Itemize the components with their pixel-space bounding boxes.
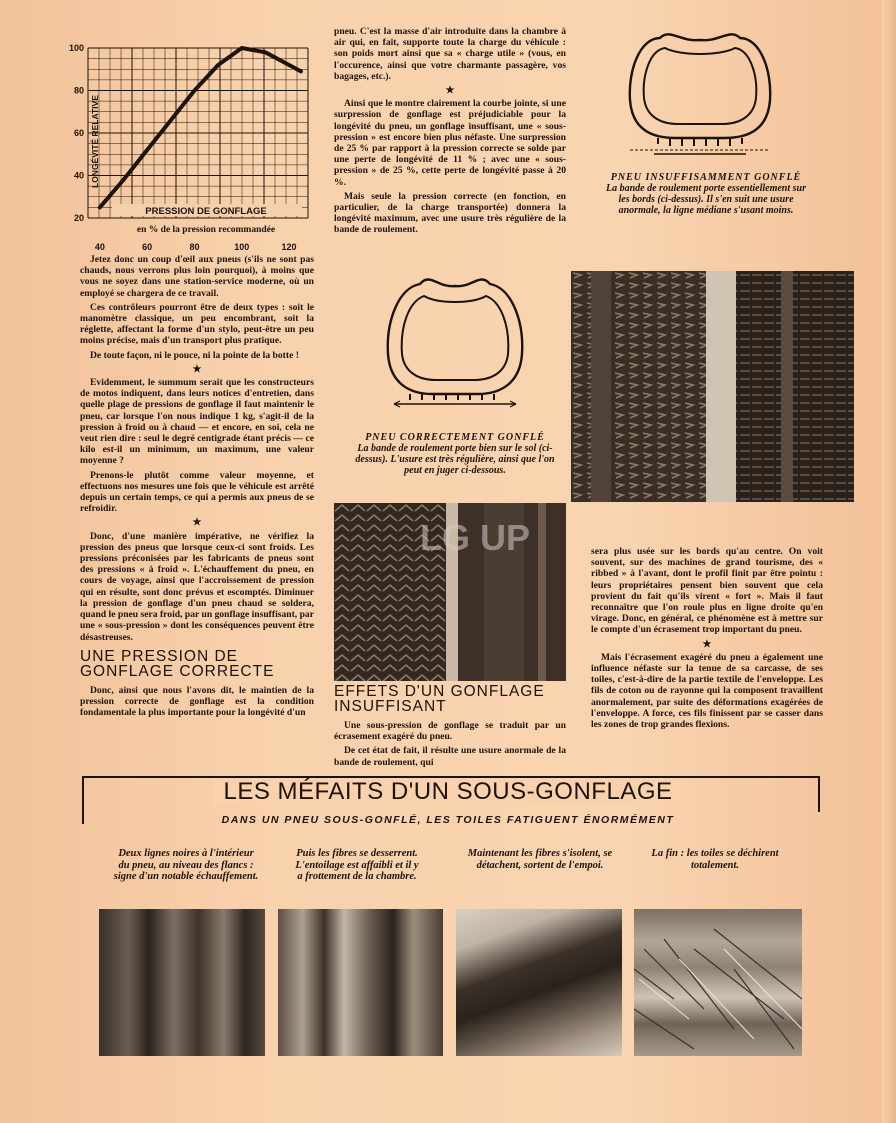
section-heading: EFFETS D'UN GONFLAGE INSUFFISANT (334, 683, 545, 715)
paragraph: Evidemment, le summum serait que les constructeurs de motos indiquent, dans leurs notices d'entretien, dans quelle plage de pressions de gonflage il faut maintenir le pneu, car lorsque l'on nous indique 1 kg, s'agit-il de la pression à froid ou à chaud — et encore, en soi, cela ne veut rien dire : seul le degré centigrade étant précis — ce kilo est-il un minimum, un maximum, une valeur moyenne ? (80, 377, 314, 467)
paragraph: sera plus usée sur les bords qu'au centre. On voit souvent, sur des machines de grand tourisme, des « ribbed » à l'avant, dont le profil finit par être pointu : leurs propriétaires pensent bien souvent que cela provient du fait qu'ils virent « fort ». Mais il faut reconnaître que l'on roule plus en ligne droite qu'en virage. Donc, en général, ce phénomène est à mettre sur le compte d'un écrasement trop important du pneu. (591, 546, 823, 636)
paragraph: Prenons-le plutôt comme valeur moyenne, et effectuons nos mesures une fois que le véhicule est arrêté depuis un certain temps, ce qui a permis aux pneus de se refroidir. (80, 469, 314, 515)
tread-pattern (571, 271, 854, 502)
paragraph: Ainsi que le montre clairement la courbe jointe, si une surpression de gonflage est préjudiciable pour la longévité du pneu, un gonflage insuffisant, une « sous-pression » est encore bien plus néfaste. Une surpression de 25 % par rapport à la pression correcte se solde par une perte de longévité de 11 % ; avec une « sous-pression » de 25 %, cette perte de longévité passe à 20 %. (334, 98, 566, 188)
tread-photo-right (571, 271, 854, 502)
tire-correct-diagram (380, 262, 530, 417)
banner-title-text: LES MÉFAITS D'UN SOUS-GONFLAGE (214, 778, 683, 805)
paragraph: Jetez donc un coup d'œil aux pneus (s'ils ne sont pas chauds, nous verrons plus loin pourquoi), à moins que vous ne soyez dans une station-service moderne, où un employé se chargera de ce travail. (80, 254, 314, 299)
y-tick-label: 100 (68, 43, 84, 53)
column-right (591, 546, 823, 733)
step-photo-2 (278, 909, 443, 1056)
x-tick-label: 40 (94, 242, 105, 252)
longevity-curve (100, 48, 301, 207)
caption-text: La bande de roulement porte essentiellement sur les bords (ci-dessus). Il s'en suit une usure anormale, la ligne médiane s'usant moins. (606, 183, 806, 216)
paragraph: Une sous-pression de gonflage se traduit par un écrasement exagéré du pneu. (334, 720, 566, 743)
step-photo-1 (99, 909, 265, 1056)
paragraph: De toute façon, ni le pouce, ni la pointe de la botte ! (90, 349, 299, 361)
section-heading: UNE PRESSION DE GONFLAGE CORRECTE (80, 647, 275, 680)
x-tick-label: 80 (189, 242, 200, 252)
banner-title (0, 778, 896, 806)
paragraph: pneu. C'est la masse d'air introduite dans la chambre à air qui, en fait, supporte toute la charge du véhicule : son poids mort ainsi que sa « charge utile » (vous, en l'occurence, ainsi que votre charmante passagère, vos bagages, etc.). (334, 26, 566, 82)
caption-correct (352, 432, 558, 476)
star-separator: ★ (192, 363, 202, 375)
paragraph: Ces contrôleurs pourront être de deux types : soit le manomètre classique, un peu encombrant, soit la réglette, affectant la forme d'un stylo, peut-être un peu moins précise, mais d'un transport plus pratique. (80, 301, 314, 347)
x-axis-label: PRESSION DE GONFLAGE (145, 206, 267, 217)
y-tick-label: 80 (73, 85, 84, 96)
paragraph: Donc, d'une manière impérative, ne vérifiez la pression des pneus que lorsque ceux-ci sont froids. Les pressions préconisées par les fabricants de pneus sont des pressions « à froid ». L'échauffement du pneu, en cours de voyage, ainsi que l'accroissement de pression qui en résulte, sont donc prévus et escomptés. Diminuer la pression de gonflage d'un pneu chaud se soldera, quand le pneu sera froid, par un gonflage insuffisant, par une « sous-pression » dont les conséquences peuvent être désastreuses. (80, 530, 314, 643)
step-caption-3: Maintenant les fibres s'isolent, se détachent, sortent de l'empoi. (467, 848, 613, 871)
caption-title: PNEU INSUFFISAMMENT GONFLÉ (610, 172, 802, 183)
y-tick-label: 40 (73, 170, 84, 181)
star-separator: ★ (445, 85, 455, 97)
paragraph: De cet état de fait, il résulte une usure anormale de la bande de roulement, qui (334, 745, 566, 768)
step-caption-1: Deux lignes noires à l'intérieur du pneu, au niveau des flancs : signe d'un notable échauffement. (113, 848, 259, 882)
y-axis-label: LONGÉVITÉ RELATIVE (90, 95, 100, 188)
x-tick-label: 120 (281, 242, 297, 252)
paragraph: Mais l'écrasement exagéré du pneu a également une influence néfaste sur la tenue de sa carcasse, de ses toiles, c'est-à-dire de la partie textile de l'enveloppe. Les fils de coton ou de rayonne qui la composent travaillent anormalement, par suite des déformations exagérées de l'enveloppe. A force, ces fils finissent par se casser dans les zones de trop grandes flexions. (591, 651, 823, 731)
step-photo-3 (456, 909, 622, 1056)
paragraph: Mais seule la pression correcte (en fonction, en particulier, de la charge transportée) donnera la longévité maximum, avec une usure très régulière de la bande de roulement. (334, 190, 566, 236)
step-caption-2: Puis les fibres se desserrent. L'entoilage est affaibli et il y a frottement de la chambre. (295, 848, 419, 882)
step-caption-4: La fin : les toiles se déchirent totalement. (651, 848, 779, 871)
caption-underinflated (600, 172, 812, 216)
star-separator: ★ (192, 517, 202, 529)
watermark: LG UP (420, 517, 531, 558)
step-photo-4 (634, 909, 802, 1056)
longevity-chart (56, 40, 316, 255)
x-tick-label: 60 (142, 242, 153, 252)
column-left (80, 254, 314, 721)
column-middle-bottom (334, 684, 566, 771)
caption-title: PNEU CORRECTEMENT GONFLÉ (365, 432, 545, 443)
star-separator: ★ (702, 638, 712, 650)
x-tick-label: 100 (234, 242, 250, 252)
caption-text: La bande de roulement porte bien sur le sol (ci-dessus). L'usure est très régulière, ainsi que l'on peut en juger ci-dessous. (355, 443, 555, 476)
y-tick-label: 20 (73, 213, 84, 223)
y-tick-label: 60 (73, 128, 84, 138)
tire-underinflated-diagram (620, 20, 780, 165)
page-edge (882, 0, 896, 1123)
torn-fibres (634, 909, 802, 1056)
x-axis-sublabel: en % de la pression recommandée (136, 225, 276, 235)
column-middle-top (334, 26, 566, 239)
banner-subtitle: DANS UN PNEU SOUS-GONFLÉ, LES TOILES FATIGUENT ÉNORMÉMENT (221, 814, 675, 826)
paragraph: Donc, ainsi que nous l'avons dit, le maintien de la pression correcte de gonflage est la condition fondamentale la plus importante pour la longévité d'un (80, 684, 314, 719)
